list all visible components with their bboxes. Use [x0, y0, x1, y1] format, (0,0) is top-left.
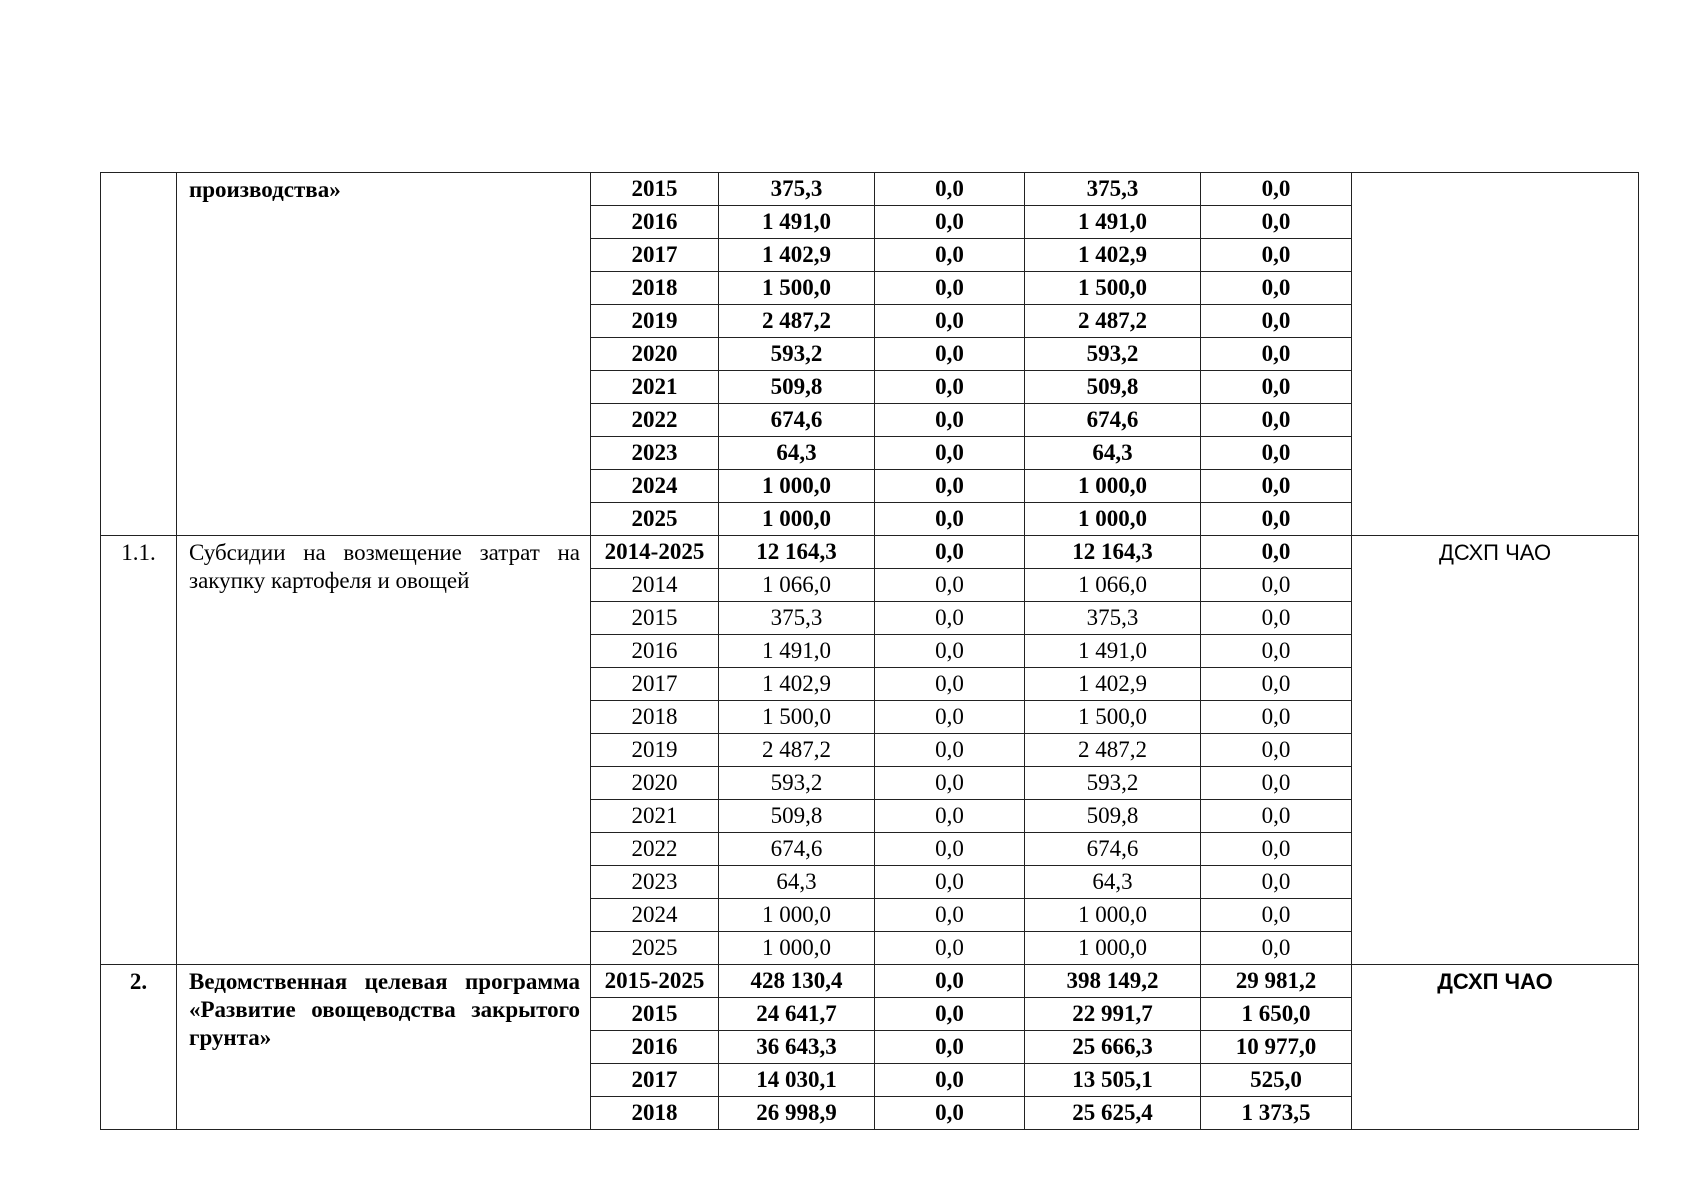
year-cell: 2016: [591, 635, 719, 668]
federal-budget-cell: 0,0: [875, 800, 1025, 833]
district-budget-cell: 1 500,0: [1025, 701, 1201, 734]
total-cell: 12 164,3: [719, 536, 875, 569]
total-cell: 674,6: [719, 833, 875, 866]
table-row: [101, 536, 1639, 569]
other-sources-cell: 0,0: [1201, 833, 1352, 866]
district-budget-cell: 1 000,0: [1025, 503, 1201, 536]
total-cell: 2 487,2: [719, 734, 875, 767]
district-budget-cell: 674,6: [1025, 833, 1201, 866]
year-cell: 2025: [591, 932, 719, 965]
other-sources-cell: 0,0: [1201, 437, 1352, 470]
district-budget-cell: 13 505,1: [1025, 1064, 1201, 1097]
other-sources-cell: 0,0: [1201, 536, 1352, 569]
federal-budget-cell: 0,0: [875, 503, 1025, 536]
year-cell: 2016: [591, 1031, 719, 1064]
total-cell: 1 000,0: [719, 899, 875, 932]
year-cell: 2024: [591, 470, 719, 503]
total-cell: 64,3: [719, 866, 875, 899]
federal-budget-cell: 0,0: [875, 1064, 1025, 1097]
other-sources-cell: 0,0: [1201, 932, 1352, 965]
year-cell: 2024: [591, 899, 719, 932]
federal-budget-cell: 0,0: [875, 899, 1025, 932]
federal-budget-cell: 0,0: [875, 833, 1025, 866]
other-sources-cell: 10 977,0: [1201, 1031, 1352, 1064]
year-cell: 2017: [591, 239, 719, 272]
responsible-executor: ДСХП ЧАО: [1352, 536, 1639, 965]
total-cell: 14 030,1: [719, 1064, 875, 1097]
total-cell: 593,2: [719, 338, 875, 371]
district-budget-cell: 1 000,0: [1025, 470, 1201, 503]
federal-budget-cell: 0,0: [875, 437, 1025, 470]
year-cell: 2022: [591, 404, 719, 437]
year-cell: 2019: [591, 305, 719, 338]
federal-budget-cell: 0,0: [875, 239, 1025, 272]
total-cell: 1 000,0: [719, 503, 875, 536]
year-cell: 2017: [591, 668, 719, 701]
other-sources-cell: 1 373,5: [1201, 1097, 1352, 1130]
federal-budget-cell: 0,0: [875, 767, 1025, 800]
district-budget-cell: 1 000,0: [1025, 899, 1201, 932]
federal-budget-cell: 0,0: [875, 569, 1025, 602]
total-cell: 1 491,0: [719, 635, 875, 668]
federal-budget-cell: 0,0: [875, 305, 1025, 338]
item-name: Субсидии на возмещение затрат на закупку картофеля и овощей: [177, 536, 591, 965]
responsible-executor: ДСХП ЧАО: [1352, 965, 1639, 1130]
year-cell: 2015: [591, 602, 719, 635]
year-cell: 2023: [591, 866, 719, 899]
year-cell: 2021: [591, 371, 719, 404]
district-budget-cell: 593,2: [1025, 767, 1201, 800]
total-cell: 24 641,7: [719, 998, 875, 1031]
other-sources-cell: 0,0: [1201, 701, 1352, 734]
total-cell: 509,8: [719, 371, 875, 404]
federal-budget-cell: 0,0: [875, 734, 1025, 767]
year-cell: 2014-2025: [591, 536, 719, 569]
item-number: [101, 173, 177, 536]
other-sources-cell: 0,0: [1201, 503, 1352, 536]
district-budget-cell: 509,8: [1025, 371, 1201, 404]
district-budget-cell: 593,2: [1025, 338, 1201, 371]
total-cell: 1 402,9: [719, 668, 875, 701]
federal-budget-cell: 0,0: [875, 536, 1025, 569]
other-sources-cell: 0,0: [1201, 800, 1352, 833]
budget-table: [100, 172, 1639, 1130]
total-cell: 674,6: [719, 404, 875, 437]
table-row: [101, 965, 1639, 998]
total-cell: 593,2: [719, 767, 875, 800]
federal-budget-cell: 0,0: [875, 206, 1025, 239]
other-sources-cell: 0,0: [1201, 206, 1352, 239]
year-cell: 2018: [591, 1097, 719, 1130]
other-sources-cell: 0,0: [1201, 602, 1352, 635]
district-budget-cell: 375,3: [1025, 173, 1201, 206]
district-budget-cell: 509,8: [1025, 800, 1201, 833]
federal-budget-cell: 0,0: [875, 701, 1025, 734]
district-budget-cell: 64,3: [1025, 866, 1201, 899]
year-cell: 2015-2025: [591, 965, 719, 998]
total-cell: 509,8: [719, 800, 875, 833]
total-cell: 375,3: [719, 602, 875, 635]
federal-budget-cell: 0,0: [875, 932, 1025, 965]
other-sources-cell: 0,0: [1201, 767, 1352, 800]
federal-budget-cell: 0,0: [875, 1031, 1025, 1064]
federal-budget-cell: 0,0: [875, 470, 1025, 503]
total-cell: 1 402,9: [719, 239, 875, 272]
district-budget-cell: 674,6: [1025, 404, 1201, 437]
federal-budget-cell: 0,0: [875, 602, 1025, 635]
federal-budget-cell: 0,0: [875, 173, 1025, 206]
other-sources-cell: 0,0: [1201, 272, 1352, 305]
district-budget-cell: 25 625,4: [1025, 1097, 1201, 1130]
year-cell: 2017: [591, 1064, 719, 1097]
total-cell: 375,3: [719, 173, 875, 206]
federal-budget-cell: 0,0: [875, 272, 1025, 305]
other-sources-cell: 0,0: [1201, 239, 1352, 272]
district-budget-cell: 2 487,2: [1025, 734, 1201, 767]
year-cell: 2022: [591, 833, 719, 866]
other-sources-cell: 0,0: [1201, 635, 1352, 668]
item-name: производства»: [177, 173, 591, 536]
other-sources-cell: 0,0: [1201, 668, 1352, 701]
federal-budget-cell: 0,0: [875, 998, 1025, 1031]
federal-budget-cell: 0,0: [875, 1097, 1025, 1130]
other-sources-cell: 0,0: [1201, 470, 1352, 503]
total-cell: 1 500,0: [719, 701, 875, 734]
total-cell: 1 000,0: [719, 470, 875, 503]
item-name: Ведомственная целевая программа «Развитие овощеводства закрытого грунта»: [177, 965, 591, 1130]
district-budget-cell: 1 500,0: [1025, 272, 1201, 305]
district-budget-cell: 375,3: [1025, 602, 1201, 635]
responsible-executor: [1352, 173, 1639, 536]
district-budget-cell: 2 487,2: [1025, 305, 1201, 338]
other-sources-cell: 1 650,0: [1201, 998, 1352, 1031]
total-cell: 36 643,3: [719, 1031, 875, 1064]
other-sources-cell: 0,0: [1201, 371, 1352, 404]
other-sources-cell: 0,0: [1201, 305, 1352, 338]
total-cell: 64,3: [719, 437, 875, 470]
federal-budget-cell: 0,0: [875, 965, 1025, 998]
district-budget-cell: 1 000,0: [1025, 932, 1201, 965]
federal-budget-cell: 0,0: [875, 668, 1025, 701]
other-sources-cell: 0,0: [1201, 569, 1352, 602]
year-cell: 2015: [591, 173, 719, 206]
total-cell: 1 491,0: [719, 206, 875, 239]
other-sources-cell: 0,0: [1201, 899, 1352, 932]
district-budget-cell: 1 402,9: [1025, 239, 1201, 272]
other-sources-cell: 525,0: [1201, 1064, 1352, 1097]
district-budget-cell: 1 402,9: [1025, 668, 1201, 701]
district-budget-cell: 25 666,3: [1025, 1031, 1201, 1064]
district-budget-cell: 64,3: [1025, 437, 1201, 470]
year-cell: 2015: [591, 998, 719, 1031]
other-sources-cell: 0,0: [1201, 173, 1352, 206]
year-cell: 2025: [591, 503, 719, 536]
other-sources-cell: 29 981,2: [1201, 965, 1352, 998]
year-cell: 2020: [591, 767, 719, 800]
item-number: 1.1.: [101, 536, 177, 965]
year-cell: 2023: [591, 437, 719, 470]
year-cell: 2021: [591, 800, 719, 833]
year-cell: 2019: [591, 734, 719, 767]
other-sources-cell: 0,0: [1201, 404, 1352, 437]
federal-budget-cell: 0,0: [875, 635, 1025, 668]
year-cell: 2014: [591, 569, 719, 602]
total-cell: 1 000,0: [719, 932, 875, 965]
district-budget-cell: 22 991,7: [1025, 998, 1201, 1031]
total-cell: 1 500,0: [719, 272, 875, 305]
year-cell: 2016: [591, 206, 719, 239]
district-budget-cell: 12 164,3: [1025, 536, 1201, 569]
total-cell: 26 998,9: [719, 1097, 875, 1130]
district-budget-cell: 1 491,0: [1025, 635, 1201, 668]
item-number: 2.: [101, 965, 177, 1130]
year-cell: 2018: [591, 701, 719, 734]
federal-budget-cell: 0,0: [875, 866, 1025, 899]
federal-budget-cell: 0,0: [875, 371, 1025, 404]
total-cell: 428 130,4: [719, 965, 875, 998]
total-cell: 2 487,2: [719, 305, 875, 338]
federal-budget-cell: 0,0: [875, 338, 1025, 371]
district-budget-cell: 1 491,0: [1025, 206, 1201, 239]
district-budget-cell: 1 066,0: [1025, 569, 1201, 602]
federal-budget-cell: 0,0: [875, 404, 1025, 437]
other-sources-cell: 0,0: [1201, 734, 1352, 767]
other-sources-cell: 0,0: [1201, 338, 1352, 371]
table-row: [101, 173, 1639, 206]
year-cell: 2020: [591, 338, 719, 371]
district-budget-cell: 398 149,2: [1025, 965, 1201, 998]
other-sources-cell: 0,0: [1201, 866, 1352, 899]
year-cell: 2018: [591, 272, 719, 305]
total-cell: 1 066,0: [719, 569, 875, 602]
